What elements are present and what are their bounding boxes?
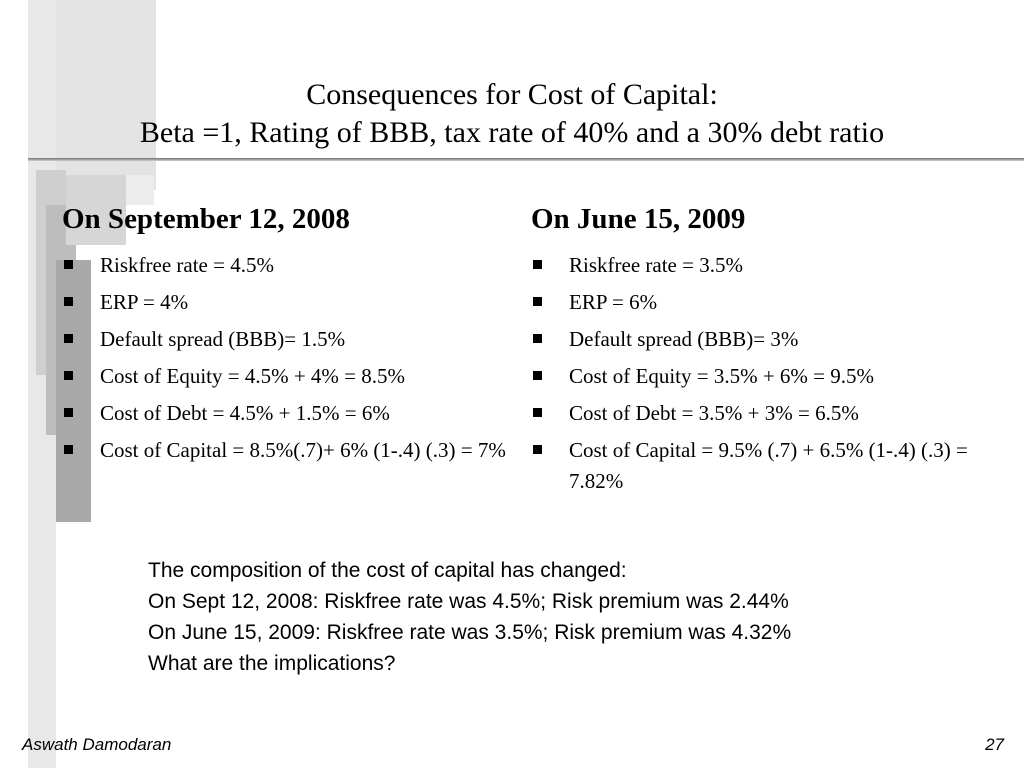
column-september-2008 <box>62 200 512 472</box>
note-line: The composition of the cost of capital has changed: <box>148 559 627 582</box>
page-number: 27 <box>985 735 1004 754</box>
list-item: ERP = 6% <box>531 287 981 318</box>
column-heading-left: On September 12, 2008 <box>62 203 350 235</box>
list-item: Riskfree rate = 3.5% <box>531 250 981 281</box>
list-item: Default spread (BBB)= 1.5% <box>62 324 512 355</box>
square-bullet-icon <box>64 297 73 306</box>
bullet-list-left <box>62 250 512 466</box>
list-item: Cost of Equity = 3.5% + 6% = 9.5% <box>531 361 981 392</box>
column-june-2009 <box>531 200 981 503</box>
footer-author: Aswath Damodaran <box>22 735 172 754</box>
note-line: What are the implications? <box>148 652 396 675</box>
square-bullet-icon <box>64 371 73 380</box>
list-item: Riskfree rate = 4.5% <box>62 250 512 281</box>
list-item: ERP = 4% <box>62 287 512 318</box>
square-bullet-icon <box>64 334 73 343</box>
summary-note <box>148 555 968 679</box>
note-line: On Sept 12, 2008: Riskfree rate was 4.5%; Risk premium was 2.44% <box>148 590 789 613</box>
square-bullet-icon <box>533 408 542 417</box>
column-heading-right: On June 15, 2009 <box>531 203 746 235</box>
square-bullet-icon <box>64 408 73 417</box>
title-divider <box>28 158 1024 161</box>
list-item: Default spread (BBB)= 3% <box>531 324 981 355</box>
square-bullet-icon <box>533 445 542 454</box>
square-bullet-icon <box>64 260 73 269</box>
list-item: Cost of Capital = 9.5% (.7) + 6.5% (1-.4) (.3) = 7.82% <box>531 435 981 497</box>
list-item: Cost of Capital = 8.5%(.7)+ 6% (1-.4) (.3) = 7% <box>62 435 512 466</box>
note-line: On June 15, 2009: Riskfree rate was 3.5%; Risk premium was 4.32% <box>148 621 792 644</box>
list-item: Cost of Equity = 4.5% + 4% = 8.5% <box>62 361 512 392</box>
square-bullet-icon <box>533 334 542 343</box>
slide-title-line1: Consequences for Cost of Capital: <box>306 78 718 111</box>
slide-title <box>0 76 1024 152</box>
square-bullet-icon <box>533 260 542 269</box>
list-item: Cost of Debt = 3.5% + 3% = 6.5% <box>531 398 981 429</box>
square-bullet-icon <box>533 371 542 380</box>
square-bullet-icon <box>64 445 73 454</box>
slide-title-line2: Beta =1, Rating of BBB, tax rate of 40% and a 30% debt ratio <box>139 116 885 149</box>
list-item: Cost of Debt = 4.5% + 1.5% = 6% <box>62 398 512 429</box>
bullet-list-right <box>531 250 981 497</box>
square-bullet-icon <box>533 297 542 306</box>
